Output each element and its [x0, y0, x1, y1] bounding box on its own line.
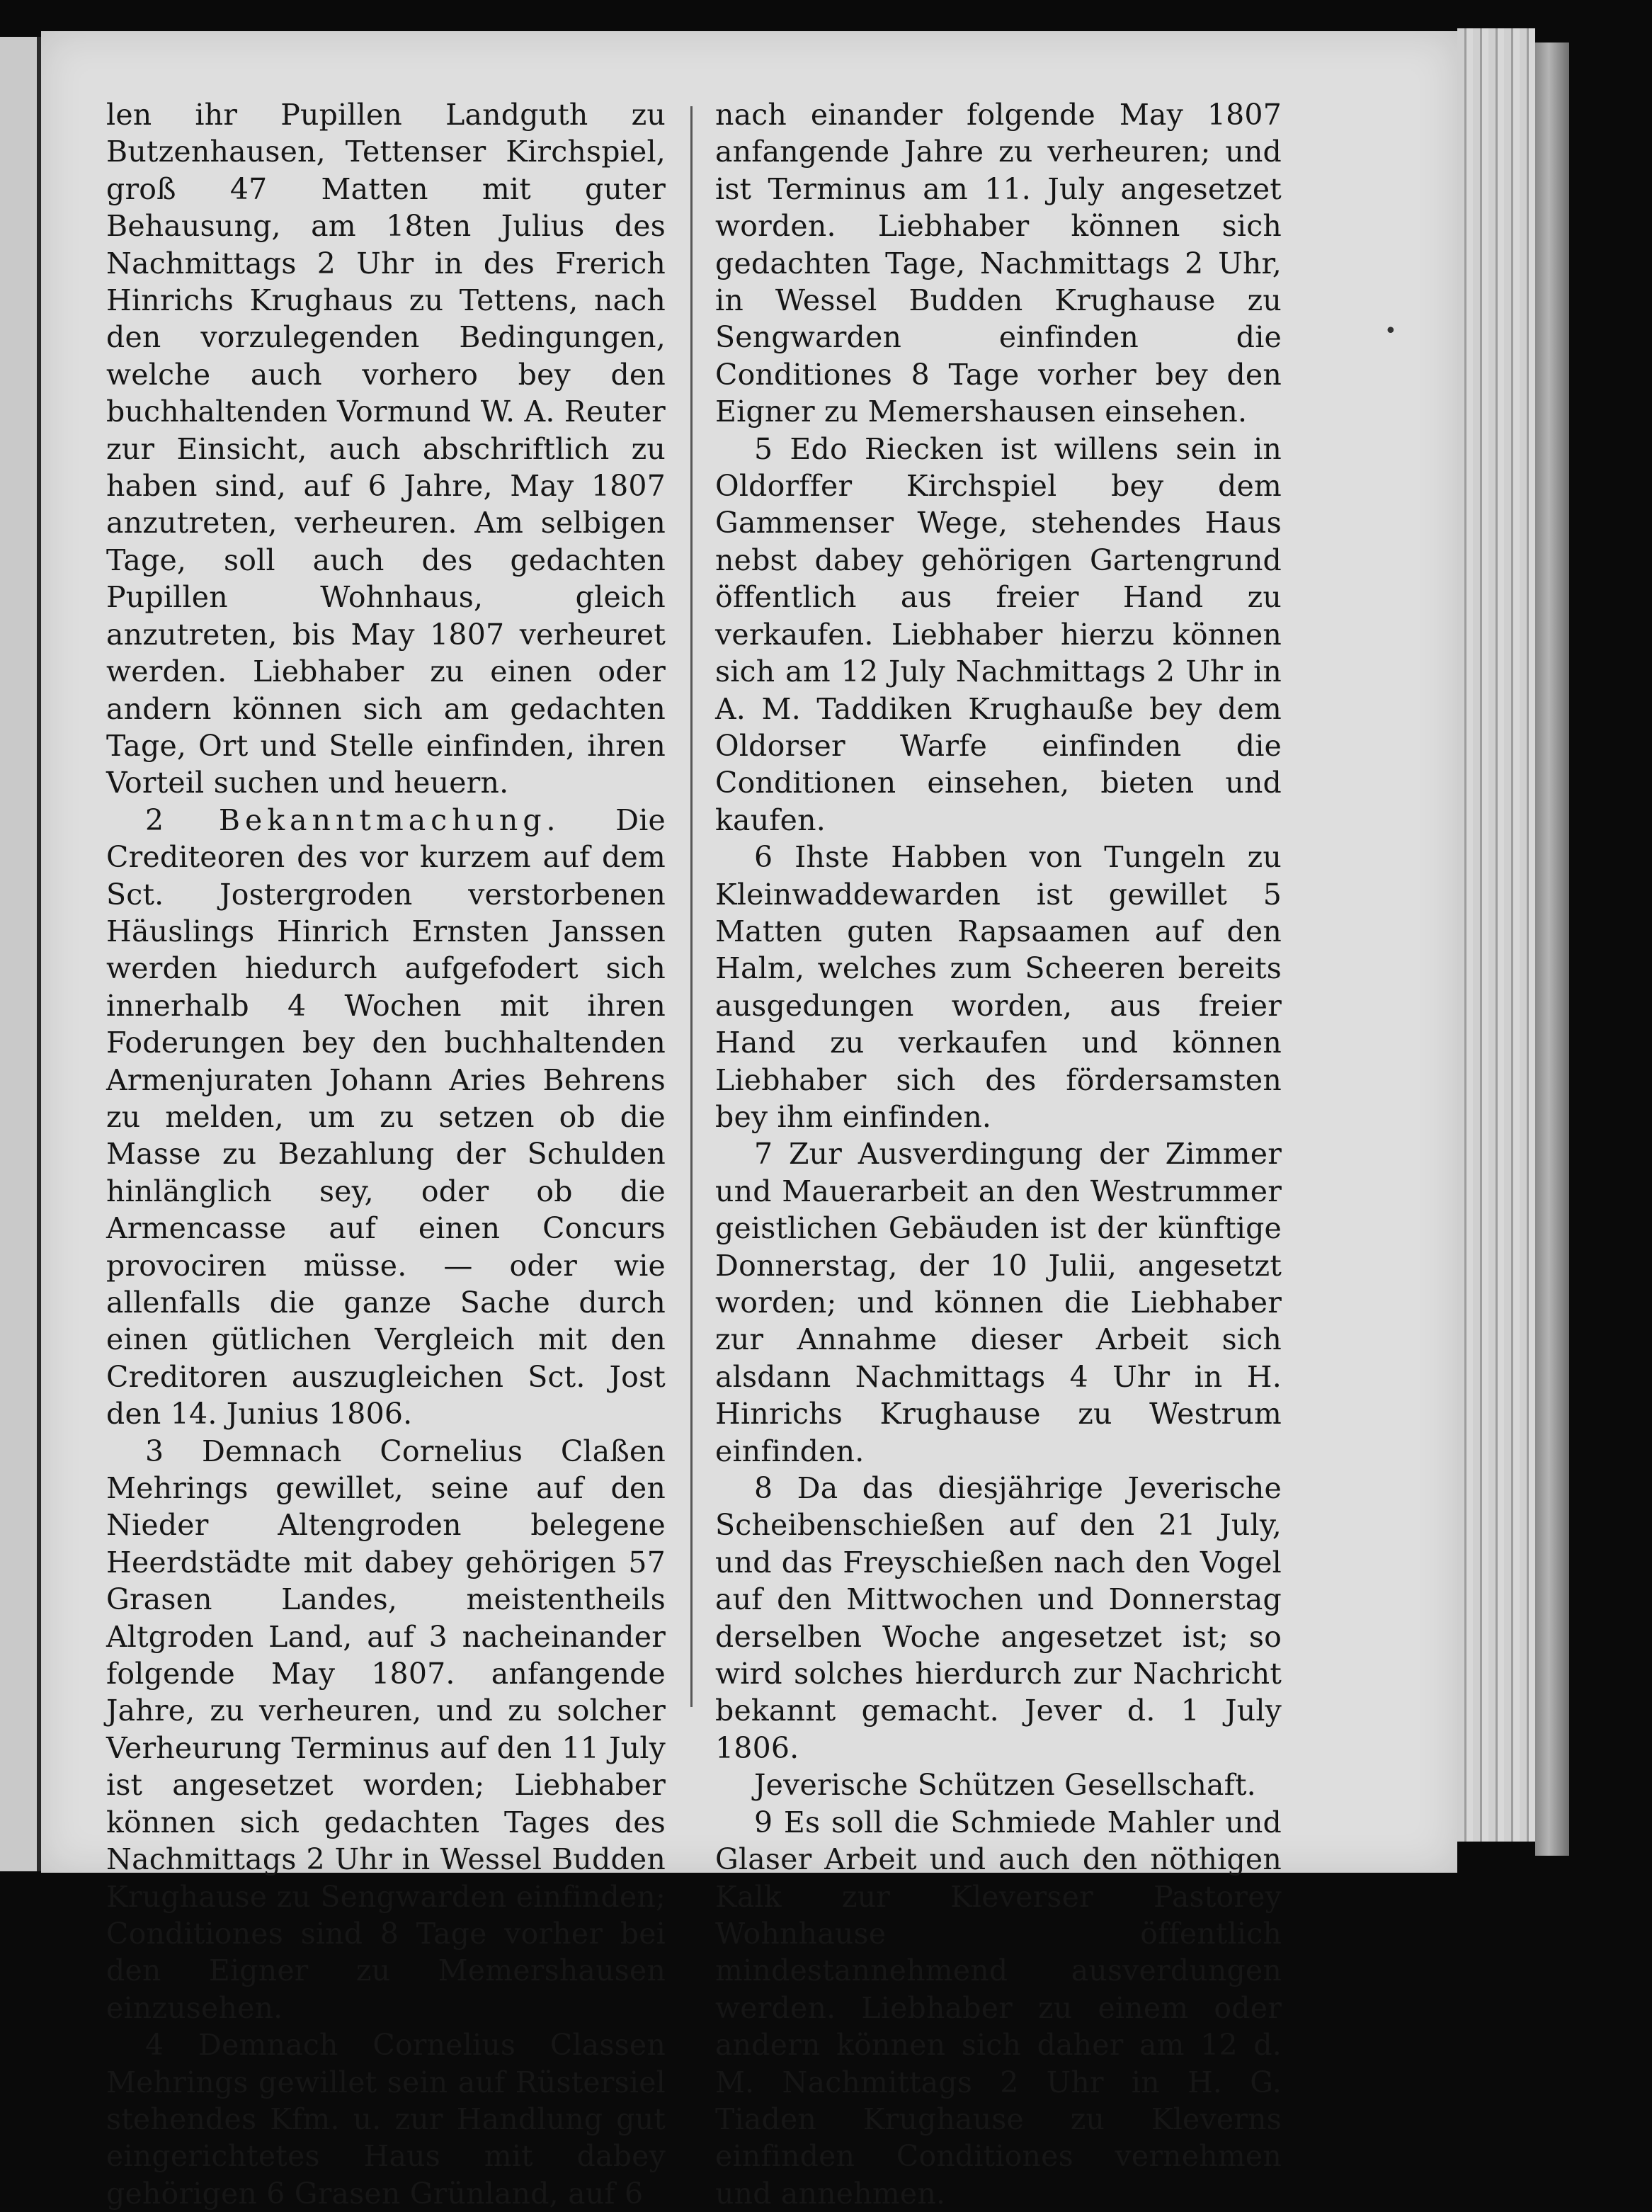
notice-9: 9 Es soll die Schmiede Mahler und Glaser Arbeit und auch den nöthigen Kalk zur Kleverser Pastorey Wohnhause öffentlich mindestannehmend ausverdungen werden. Liebhaber zu einem oder andern können sich daher am 12 d. M. Nachmittags 2 Uhr in H. G. Tiaden Krughause zu Kleverns einfinden Conditiones vernehmen und annehmen. — [715, 1805, 1282, 2211]
notice-heading: Bekanntmachung. — [218, 802, 561, 837]
notice-8-signature: Jeverische Schützen Gesellschaft. — [754, 1768, 1256, 1803]
left-column — [106, 96, 666, 2212]
notice-8: 8 Da das diesjährige Jeverische Scheibenschießen auf den 21 July, und das Freyschießen nach den Vogel auf den Mittwochen und Donnerstag derselben Woche angesetzet ist; so wird solches hierdurch zur Nachricht bekannt gemacht. Jever d. 1 July 1806. — [715, 1471, 1282, 1765]
notice-4-continuation: nach einander folgende May 1807 anfangende Jahre zu verheuren; und ist Terminus am 11. July angesetzet worden. Liebhaber können sich gedachten Tage, Nachmittags 2 Uhr, in Wessel Budden Krughause zu Sengwarden einfinden die Conditiones 8 Tage vorher bey den Eigner zu Memershausen einsehen. — [715, 98, 1282, 429]
notice-number: 2 — [145, 802, 164, 837]
right-column — [715, 96, 1282, 2212]
notice-body: Die Crediteoren des vor kurzem auf dem Sct. Jostergroden verstorbenen Häuslings Hinrich Ernsten Janssen werden hiedurch aufgefodert sich innerhalb 4 Wochen mit ihren Foderungen bey den buchhaltenden Armenjuraten Johann Aries Behrens zu melden, um zu setzen ob die Masse zu Bezahlung der Schulden hinlänglich sey, oder ob die Armencasse auf einen Concurs provociren müsse. — oder wie allenfalls die ganze Sache durch einen gütlichen Vergleich mit den Creditoren auszugleichen Sct. Jost den 14. Junius 1806. — [106, 802, 666, 1431]
notice-7: 7 Zur Ausverdingung der Zimmer und Mauerarbeit an den Westrummer geistlichen Gebäuden ist der künftige Donnerstag, der 10 Julii, angesetzt worden; und können die Liebhaber zur Annahme dieser Arbeit sich alsdann Nachmittags 4 Uhr in H. Hinrichs Krughause zu Westrum einfinden. — [715, 1137, 1282, 1468]
notice-3: 3 Demnach Cornelius Claßen Mehrings gewillet, seine auf den Nieder Altengroden belegene Heerdstädte mit dabey gehörigen 57 Grasen Landes, meistentheils Altgroden Land, auf 3 nacheinander folgende May 1807. anfangende Jahre, zu verheuren, und zu solcher Verheurung Terminus auf den 11 July ist angesetzet worden; Liebhaber können sich gedachten Tages des Nachmittags 2 Uhr in Wessel Budden Krughause zu Sengwarden einfinden; Conditiones sind 8 Tage vorher bei den Eigner zu Memershausen einzusehen. — [106, 1434, 666, 2025]
column-divider — [690, 106, 693, 1707]
previous-page-edge — [0, 37, 41, 1871]
page-stack-edge — [1457, 28, 1535, 1842]
notice-5: 5 Edo Riecken ist willens sein in Oldorffer Kirchspiel bey dem Gammenser Wege, stehendes Haus nebst dabey gehörigen Gartengrund öffentlich aus freier Hand zu verkaufen. Liebhaber hierzu können sich am 12 July Nachmittags 2 Uhr in A. M. Taddiken Krughauße bey dem Oldorser Warfe einfinden die Conditionen einsehen, bieten und kaufen. — [715, 431, 1282, 837]
book-spine — [1535, 42, 1569, 1856]
notice-6: 6 Ihste Habben von Tungeln zu Kleinwaddewarden ist gewillet 5 Matten guten Rapsaamen auf den Halm, welches zum Scheeren bereits ausgedungen worden, aus freier Hand zu verkaufen und können Liebhaber sich des fördersamsten bey ihm einfinden. — [715, 840, 1282, 1134]
notice-1-continuation: len ihr Pupillen Landguth zu Butzenhausen, Tettenser Kirchspiel, groß 47 Matten mit guter Behausung, am 18ten Julius des Nachmittags 2 Uhr in des Frerich Hinrichs Krughaus zu Tettens, nach den vorzulegenden Bedingungen, welche auch vorhero bey den buchhaltenden Vormund W. A. Reuter zur Einsicht, auch abschriftlich zu haben sind, auf 6 Jahre, May 1807 anzutreten, verheuren. Am selbigen Tage, soll auch des gedachten Pupillen Wohnhaus, gleich anzutreten, bis May 1807 verheuret werden. Liebhaber zu einen oder andern können sich am gedachten Tage, Ort und Stelle einfinden, ihren Vorteil suchen und heuern. — [106, 98, 666, 800]
notice-4: 4 Demnach Cornelius Classen Mehrings gewillet sein auf Rüstersiel stehendes Kfm. u. zur Handlung gut eingerichtetes Haus mit dabey gehörigen 6 Grasen Grünland, auf 6 — [106, 2028, 666, 2211]
notice-2 — [106, 802, 666, 1433]
margin-mark: • — [1384, 319, 1397, 344]
